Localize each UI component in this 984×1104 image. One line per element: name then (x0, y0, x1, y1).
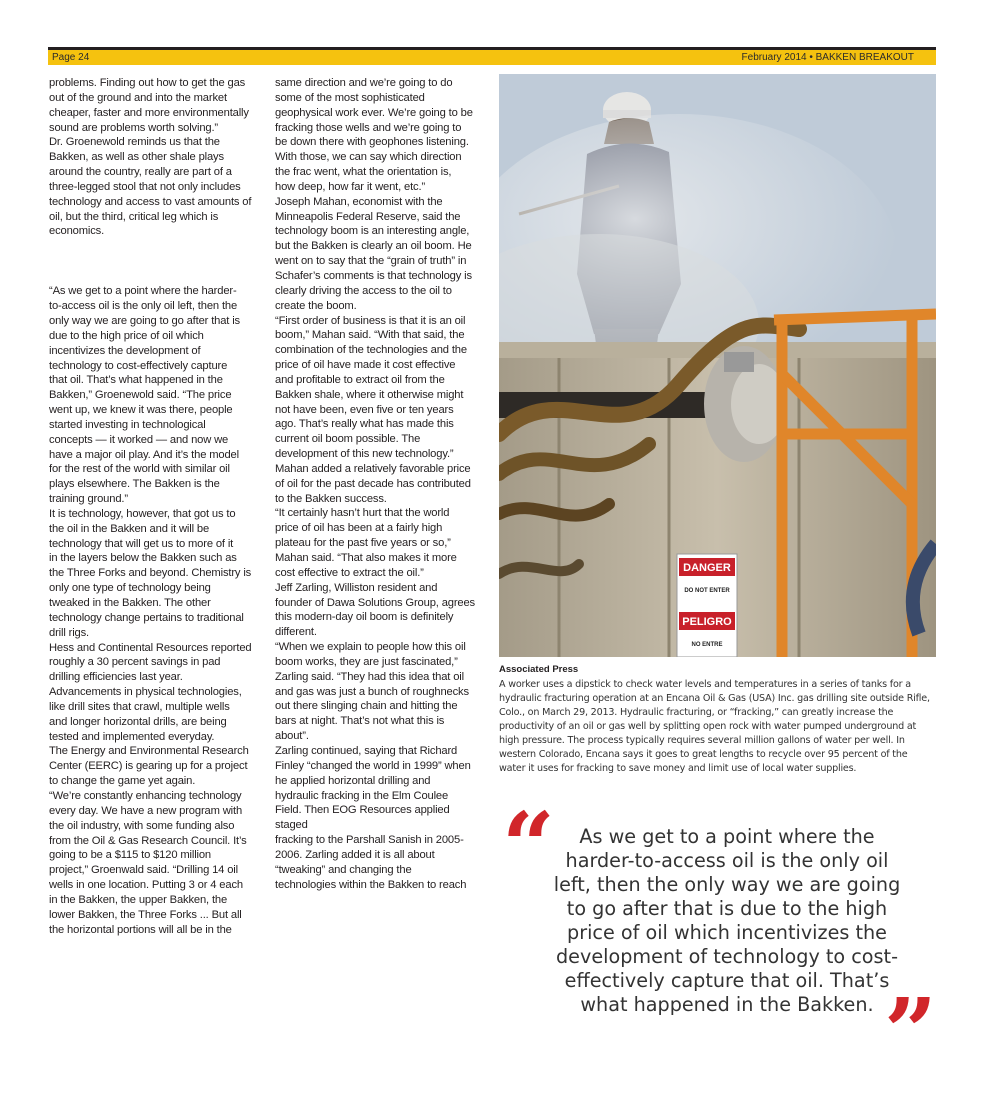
article-paragraph-block: “As we get to a point where the harder- to-access oil is the only oil left, then the only way we are going to go after that is due to the high price of oil which incentivizes the development of technology to cost-effectively capture that oil. That’s what happened in the Bakken,” Groenewold said. “The price went up, we knew it was there, people started investing in technological concepts — it worked — and now we have a major oil play. And it’s the model for the rest of the world with similar oil plays elsewhere. The Bakken is the training ground.” It is technology, however, that got us to the oil in the Bakken and it will be technology that will get us to more of it in the layers below the Bakken such as the Three Forks and beyond. Chemistry is only one type of technology being tweaked in the Bakken. The other technology change pertains to traditional drill rigs. Hess and Continental Resources reported roughly a 30 percent savings in pad drilling efficiencies last year. Advancements in physical technologies, like drill sites that crawl, multiple wells and longer horizontal drills, are being tested and implemented everyday. The Energy and Environmental Research Center (EERC) is gearing up for a project to change the game yet again. “We’re constantly enhancing technology every day. We have a new program with the oil industry, with some funding also from the Oil & Gas Research Council. It’s going to be a $115 to $120 million project,” Groenwald said. “Drilling 14 oil wells in one location. Putting 3 or 4 each in the Bakken, the upper Bakken, the lower Bakken, the Three Forks ... But all the horizontal portions will all be in the (49, 285, 252, 936)
column-gap (49, 239, 259, 284)
page-number: Page 24 (52, 52, 90, 63)
issue-label: February 2014 • BAKKEN BREAKOUT (741, 52, 914, 63)
pullquote-close-mark: ” (884, 978, 937, 1086)
article-column-1 (49, 76, 259, 937)
sign-do-not-enter-text: DO NOT ENTER (684, 588, 730, 594)
pullquote-open-mark: “ (502, 792, 555, 900)
fracking-worker-photo (499, 74, 936, 657)
sign-peligro-text: PELIGRO (682, 616, 732, 628)
article-paragraph-block: same direction and we’re going to do some of the most sophisticated geophysical work ever. We’re going to be fracking those wells and we’re going to be down there with geophones listening. With those, we can say which direction the frac went, what the orientation is, how deep, how far it went, etc.” Joseph Mahan, economist with the Minneapolis Federal Reserve, said the technology boom is an interesting angle, but the Bakken is clearly an oil boom. He went on to say that the “grain of truth” in Schafer’s comments is that technology is clearly driving the access to the oil to create the boom. “First order of business is that it is an oil boom,” Mahan said. “With that said, the combination of the technologies and the price of oil have made it cost effective and profitable to extract oil from the Bakken shale, where it otherwise might not have been, even five or ten years ago. That’s really what has made this current oil boom possible. The development of this new technology.” Mahan added a relatively favorable price of oil for the past decade has contributed to the Bakken success. “It certainly hasn’t hurt that the world price of oil has been at a fairly high plateau for the past five years or so,” Mahan said. “That also makes it more cost effective to extract the oil.” Jeff Zarling, Williston resident and founder of Dawa Solutions Group, agrees this modern-day oil boom is definitely different. “When we explain to people how this oil boom works, they are just fascinated,” Zarling said. “They had this idea that oil and gas was just a bunch of roughnecks out there slinging chain and hitting the bars at night. That’s not what this is about”. Zarling continued, saying that Richard Finley “changed the world in 1999” when he applied horizontal drilling and hydraulic fracking in the Elm Coulee Field. Then EOG Resources applied staged fracking to the Parshall Sanish in 2005- 2006. Zarling added it is all about “tweaking” and changing the technologies within the Bakken to reach (275, 77, 475, 891)
photo-credit: Associated Press (499, 664, 579, 675)
article-paragraph-block: problems. Finding out how to get the gas out of the ground and into the market cheaper, faster and more environmentally sound are problems worth solving.” Dr. Groenewold reminds us that the Bakken, as well as other shale plays around the country, really are part of a three-legged stool that not only includes technology and access to vast amounts of oil, but the third, critical leg which is economics. (49, 77, 252, 238)
photo-caption: A worker uses a dipstick to check water levels and temperatures in a series of tanks for a hydraulic fracturing operation at an Encana Oil & Gas (USA) Inc. gas drilling site outside Rifle, Colo., on March 29, 2013. Hydraulic fracturing, or “fracking,” can greatly increase the productivity of an oil or gas well by splitting open rock with water pumped underground at high pressure. The process typically requires several million gallons of water per well. In western Colorado, Encana says it goes to great lengths to recycle over 95 percent of the water it uses for fracking to save money and limit use of local water supplies. (499, 679, 930, 774)
page-header-bar (48, 50, 936, 65)
sign-danger-text: DANGER (683, 562, 731, 574)
danger-sign (677, 554, 737, 657)
pullquote-text: As we get to a point where the harder-to-access oil is the only oil left, then the only way we are going to go after that is due to the high price of oil which incentivizes the development of technology to cost- effectively capture that oil. That’s what happened in the Bakken. (553, 825, 901, 1016)
sign-no-entre-text: NO ENTRE (691, 642, 723, 648)
article-column-2 (275, 76, 485, 892)
